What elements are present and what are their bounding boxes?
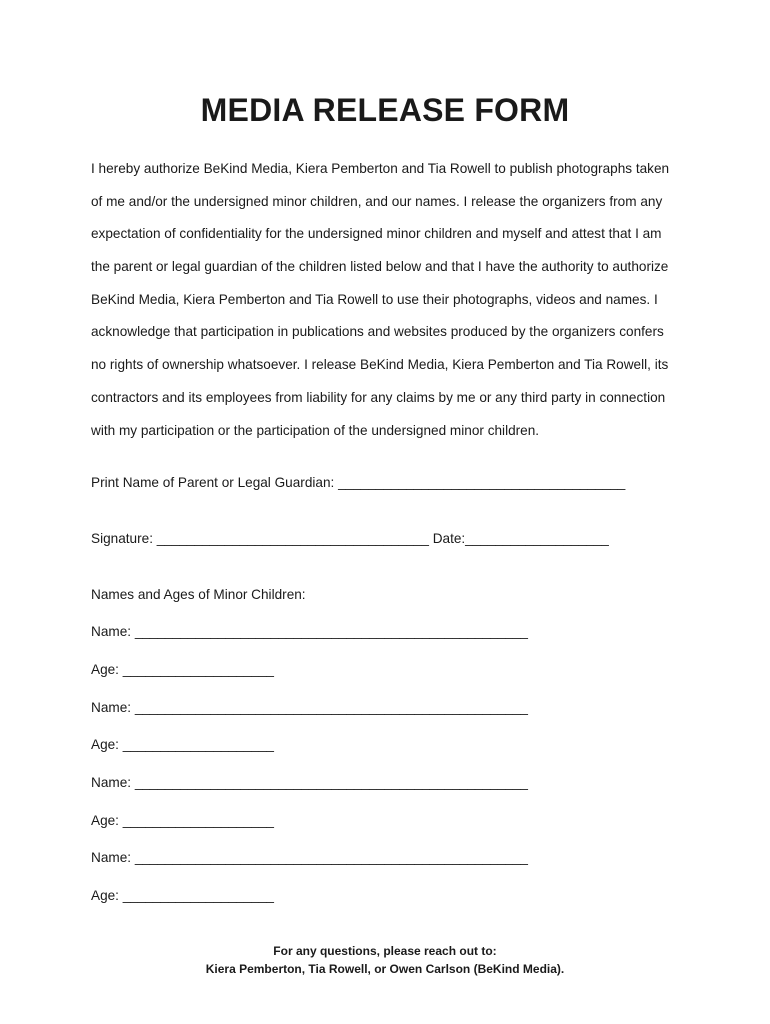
child-name-field[interactable]: Name: ____________________________________________________ xyxy=(91,624,528,639)
children-heading: Names and Ages of Minor Children: xyxy=(91,587,306,602)
child-name-field[interactable]: Name: ____________________________________________________ xyxy=(91,775,528,790)
paragraph-line: BeKind Media, Kiera Pemberton and Tia Rowell to use their photographs, videos and names. I xyxy=(91,292,658,307)
paragraph-line: I hereby authorize BeKind Media, Kiera Pemberton and Tia Rowell to publish photographs taken xyxy=(91,161,670,176)
paragraph-line: expectation of confidentiality for the undersigned minor children and myself and attest that I am xyxy=(91,226,662,241)
signature-date-field[interactable]: Signature: ____________________________________ Date:___________________ xyxy=(91,531,609,546)
form-title: MEDIA RELEASE FORM xyxy=(200,92,570,128)
paragraph-line: acknowledge that participation in publications and websites produced by the organizers confers xyxy=(91,324,664,339)
child-age-field[interactable]: Age: ____________________ xyxy=(91,888,274,903)
paragraph-line: of me and/or the undersigned minor children, and our names. I release the organizers from any xyxy=(91,194,663,209)
footer-contact-names: Kiera Pemberton, Tia Rowell, or Owen Carlson (BeKind Media). xyxy=(205,962,565,976)
footer-contact-intro: For any questions, please reach out to: xyxy=(273,944,497,958)
child-name-field[interactable]: Name: ____________________________________________________ xyxy=(91,850,528,865)
paragraph-line: contractors and its employees from liability for any claims by me or any third party in connection xyxy=(91,390,666,405)
paragraph-line: no rights of ownership whatsoever. I release BeKind Media, Kiera Pemberton and Tia Rowell, its xyxy=(91,357,669,372)
guardian-name-field[interactable]: Print Name of Parent or Legal Guardian: ______________________________________ xyxy=(91,475,626,490)
paragraph-line: the parent or legal guardian of the children listed below and that I have the authority to authorize xyxy=(91,259,669,274)
child-age-field[interactable]: Age: ____________________ xyxy=(91,662,274,677)
child-age-field[interactable]: Age: ____________________ xyxy=(91,737,274,752)
paragraph-line: with my participation or the participation of the undersigned minor children. xyxy=(91,423,540,438)
child-name-field[interactable]: Name: ____________________________________________________ xyxy=(91,700,528,715)
child-age-field[interactable]: Age: ____________________ xyxy=(91,813,274,828)
